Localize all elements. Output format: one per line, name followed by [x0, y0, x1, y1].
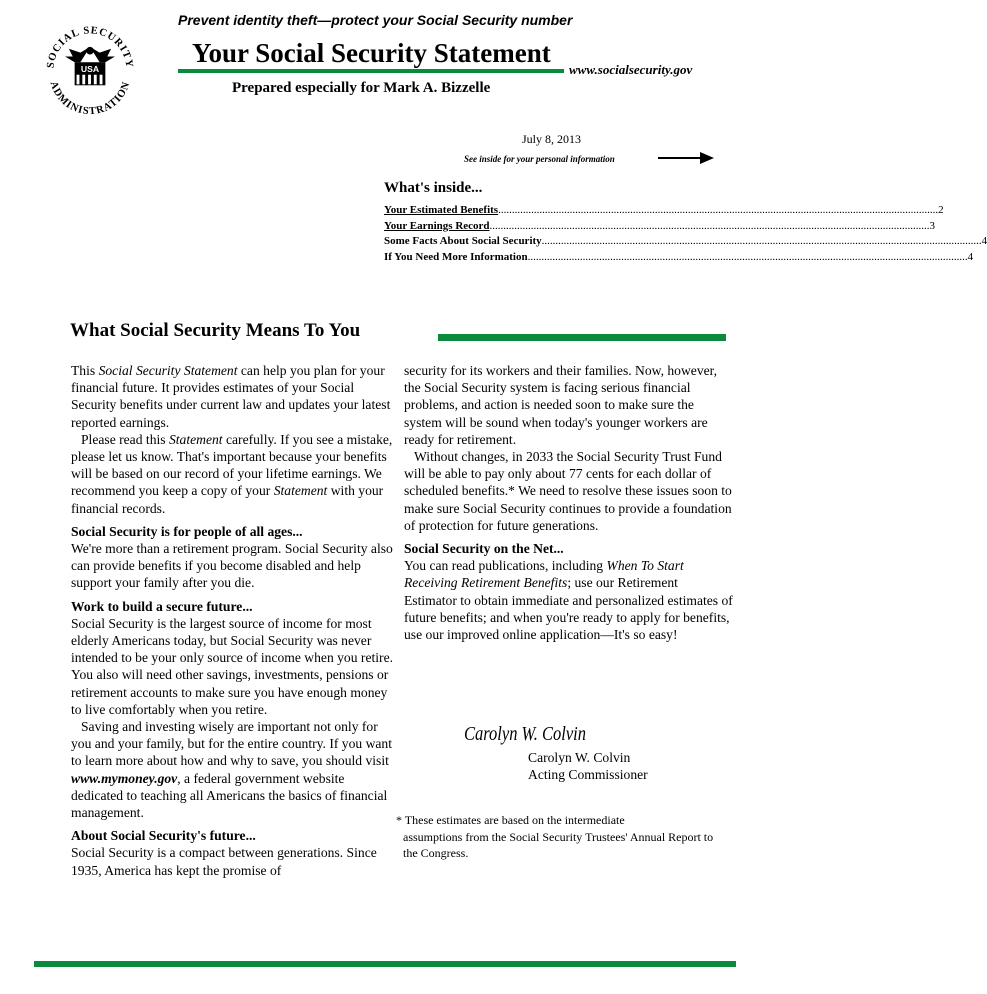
- tagline: Prevent identity theft—protect your Social Security number: [178, 12, 573, 28]
- security-paragraph: security for its workers and their families. Now, however, the Social Security system is facing serious financial problems, and action is needed soon to make sure the system will be sound when today's younger workers are ready for retirement.: [404, 363, 718, 447]
- statement-date: July 8, 2013: [522, 132, 582, 146]
- svg-text:USA: USA: [80, 63, 100, 74]
- footnote-line-2: assumptions from the Social Security Trustees' Annual Report to the Congress.: [403, 829, 714, 860]
- net-paragraph: You can read publications, including When To Start Receiving Retirement Benefits; use our Retirement Estimator to obtain immediate and personalized estimates of future benefits; and when you're ready to apply for benefits, use our improved online application—It's so easy!: [404, 558, 733, 643]
- toc-item-label: Some Facts About Social Security: [384, 235, 542, 247]
- toc-item-page: 4: [981, 235, 987, 247]
- svg-text:ADMINISTRATION: ADMINISTRATION: [47, 79, 133, 116]
- trust-fund-paragraph: Without changes, in 2033 the Social Security Trust Fund will be able to pay only about 77 cents for each dollar of scheduled benefits.* We need to resolve these issues soon to make sure Social Security continues to provide a foundation of protection for future generations.: [404, 449, 732, 533]
- toc-heading: What's inside...: [384, 180, 483, 196]
- toc-item-page: 3: [929, 219, 936, 232]
- toc-item[interactable]: [384, 235, 987, 251]
- all-ages-heading: Social Security is for people of all ages...: [71, 523, 303, 539]
- secure-future-heading: Work to build a secure future...: [71, 598, 253, 614]
- arrow-right-icon: [658, 151, 714, 165]
- signer-block: [528, 749, 648, 783]
- signer-title: Acting Commissioner: [528, 767, 648, 783]
- signer-name: Carolyn W. Colvin: [528, 750, 631, 765]
- svg-text:SOCIAL SECURITY: SOCIAL SECURITY: [45, 25, 135, 69]
- toc-item[interactable]: [384, 204, 944, 220]
- eagle-icon: [65, 47, 115, 62]
- see-inside-note: See inside for your personal information: [464, 154, 615, 164]
- secure-future-paragraph: Social Security is the largest source of income for most elderly Americans today, but Social Security was never intended to be your only source of income when you retire. You also will need other savings, investments, pensions or retirement accounts to make sure you have enough money to live comfortably when you retire.: [71, 615, 394, 717]
- toc-item-label: If You Need More Information: [384, 250, 528, 263]
- net-heading: Social Security on the Net...: [404, 541, 564, 557]
- toc-item[interactable]: [384, 250, 974, 267]
- right-column: [404, 362, 734, 643]
- title-underline: [178, 69, 564, 73]
- toc-item[interactable]: [384, 219, 936, 236]
- statement-title: Your Social Security Statement: [192, 38, 551, 68]
- bottom-rule: [34, 961, 736, 967]
- table-of-contents: [384, 204, 987, 266]
- footnote: [396, 812, 726, 862]
- ssa-seal-logo: [42, 20, 138, 116]
- svg-text:Carolyn W. Colvin: Carolyn W. Colvin: [464, 723, 586, 745]
- toc-item-page: 4: [967, 250, 974, 263]
- toc-item-label: Your Estimated Benefits: [384, 204, 499, 216]
- future-paragraph: Social Security is a compact between generations. Since 1935, America has kept the promise of: [71, 845, 377, 878]
- signature: [462, 718, 590, 748]
- website-link[interactable]: www.socialsecurity.gov: [569, 62, 693, 77]
- toc-item-page: 2: [938, 204, 944, 216]
- please-read-paragraph: Please read this Statement carefully. If you see a mistake, please let us know. That's important because your benefits will be based on our record of your lifetime earnings. We recommend you keep a copy of your Statement with your financial records.: [71, 431, 393, 516]
- prepared-for: Prepared especially for Mark A. Bizzelle: [232, 80, 491, 96]
- intro-paragraph: This Social Security Statement can help you plan for your financial future. It provides estimates of your Social Security benefits under current law and updates your latest reported earnings.: [71, 363, 391, 430]
- section-title-rule: [438, 334, 726, 341]
- left-column: [71, 362, 393, 879]
- all-ages-paragraph: We're more than a retirement program. Social Security also can provide benefits if you become disabled and help support your family after you die.: [71, 541, 393, 591]
- mymoney-link[interactable]: www.mymoney.gov: [71, 770, 178, 786]
- section-title: What Social Security Means To You: [70, 320, 361, 341]
- toc-item-label: Your Earnings Record: [384, 219, 490, 232]
- saving-paragraph: Saving and investing wisely are important not only for you and your family, but for the entire country. If you want to learn more about how and why to save, you should visit www.mymoney.gov, a federal government website dedicated to teaching all Americans the basics of financial management.: [71, 719, 392, 821]
- future-heading: About Social Security's future...: [71, 828, 256, 844]
- footnote-line-1: * These estimates are based on the intermediate: [396, 813, 625, 827]
